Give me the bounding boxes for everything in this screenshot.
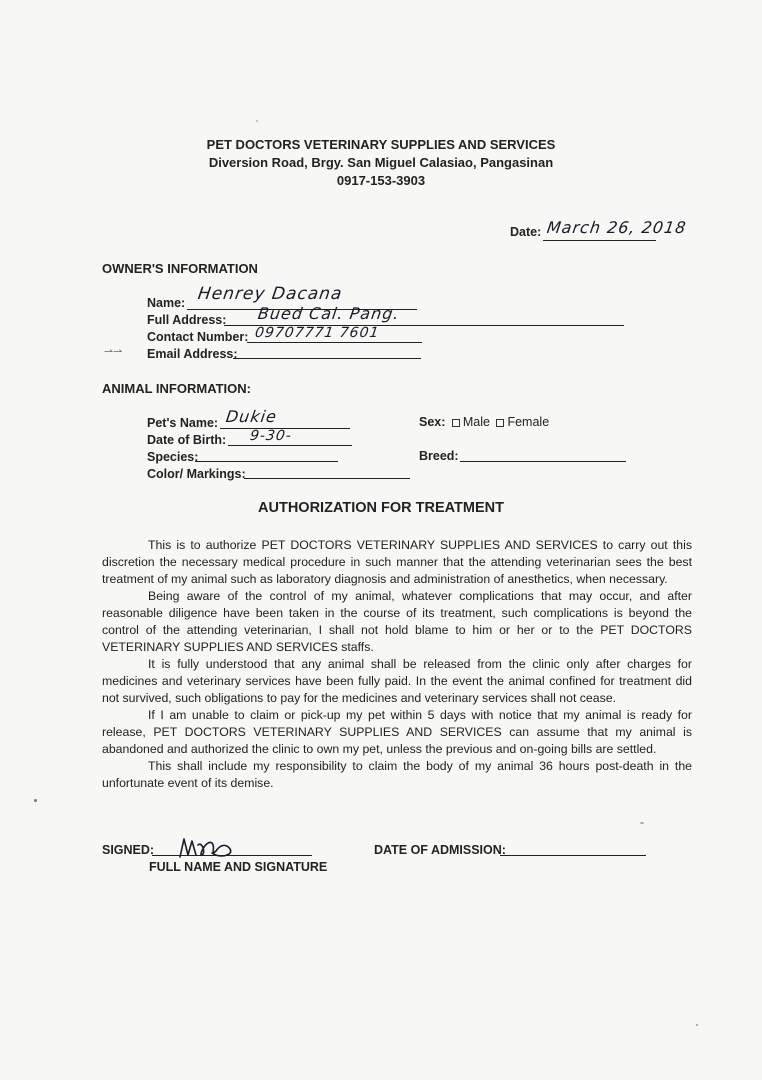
paragraph-5: This shall include my responsibility to claim the body of my animal 36 hours post-death in the unfortunate event of its demise.	[102, 759, 692, 790]
scan-speck	[696, 1024, 698, 1026]
paragraph-3: It is fully understood that any animal shall be released from the clinic only after charges for medicines and veterinary services have been fully paid. In the event the animal confined for treatment did not survived, such obligations to pay for the medicines and veterinary services shall not cease.	[102, 657, 692, 705]
dob-label: Date of Birth:	[147, 433, 227, 447]
species-label: Species:	[147, 450, 199, 464]
sex-female-checkbox[interactable]	[496, 419, 504, 427]
admission-label: DATE OF ADMISSION:	[374, 843, 506, 857]
sex-male-label: Male	[462, 415, 490, 429]
owner-contact-value[interactable]: 09707771 7601	[253, 325, 381, 341]
owner-email-line	[233, 358, 421, 359]
authorization-body	[102, 537, 692, 792]
date-line	[543, 240, 656, 241]
owner-address-label: Full Address:	[147, 313, 227, 327]
signature-scribble	[176, 833, 236, 863]
scan-speck	[256, 120, 258, 122]
pet-name-value[interactable]: Dukie	[224, 407, 279, 426]
animal-section-title: ANIMAL INFORMATION:	[102, 381, 251, 396]
dob-value[interactable]: 9-30-	[248, 428, 293, 444]
clinic-name: PET DOCTORS VETERINARY SUPPLIES AND SERVICES	[206, 137, 556, 152]
owner-contact-line	[247, 342, 422, 343]
owner-address-value[interactable]: Bued Cal. Pang.	[256, 304, 401, 323]
date-value[interactable]: March 26, 2018	[545, 218, 688, 237]
owner-section-title: OWNER'S INFORMATION	[102, 261, 258, 276]
breed-label: Breed:	[419, 449, 459, 463]
owner-email-label: Email Address:	[147, 347, 238, 361]
scan-speck	[34, 799, 37, 802]
arrow-mark: ⇀⇀	[104, 346, 123, 358]
paragraph-4: If I am unable to claim or pick-up my pet within 5 days with notice that my animal is ready for release, PET DOCTORS VETERINARY SUPPLIES AND SERVICES can assume that my animal is abandoned and authorized the clinic to own my pet, unless the previous and on-going bills are settled.	[102, 708, 692, 756]
owner-name-label: Name:	[147, 296, 186, 310]
sex-male-checkbox[interactable]	[452, 419, 460, 427]
dob-line	[228, 445, 352, 446]
sex-female-label: Female	[507, 415, 550, 429]
clinic-address: Diversion Road, Brgy. San Miguel Calasiao, Pangasinan	[208, 155, 554, 170]
admission-line	[500, 855, 646, 856]
date-label: Date:	[510, 225, 542, 239]
species-line	[195, 461, 338, 462]
signed-label: SIGNED:	[102, 843, 155, 857]
sex-field	[419, 415, 549, 429]
scan-speck	[640, 822, 644, 824]
authorization-title: AUTHORIZATION FOR TREATMENT	[258, 500, 504, 516]
pet-name-label: Pet's Name:	[147, 416, 219, 430]
sex-label: Sex:	[419, 415, 446, 429]
paragraph-2: Being aware of the control of my animal, whatever complications that may occur, and after reasonable diligence have been taken in the course of its treatment, such complications is beyond the control of the attending veterinarian, I shall not hold blame to him or her or to the PET DOCTORS VETERINARY SUPPLIES AND SERVICES staffs.	[102, 589, 692, 654]
breed-line	[460, 461, 626, 462]
clinic-phone: 0917-153-3903	[336, 173, 426, 188]
color-markings-label: Color/ Markings:	[147, 467, 246, 481]
signature-caption: FULL NAME AND SIGNATURE	[149, 860, 328, 874]
owner-contact-label: Contact Number:	[147, 330, 249, 344]
paragraph-1: This is to authorize PET DOCTORS VETERINARY SUPPLIES AND SERVICES to carry out this discretion the necessary medical procedure in such manner that the attending veterinarian sees the best treatment of my animal such as laboratory diagnosis and administration of anesthetics, when necessary.	[102, 538, 692, 586]
color-markings-line	[244, 478, 410, 479]
owner-name-value[interactable]: Henrey Dacana	[196, 284, 344, 304]
